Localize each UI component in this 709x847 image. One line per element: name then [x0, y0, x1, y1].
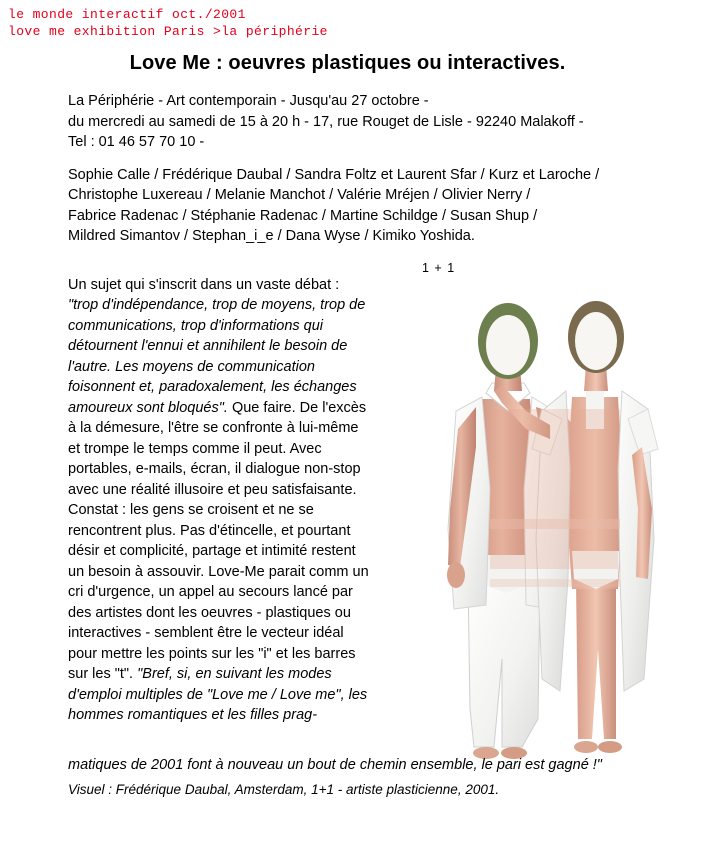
artist-list-line-1: Sophie Calle / Frédérique Daubal / Sandra Foltz et Laurent Sfar / Kurz et Laroche / [68, 166, 600, 183]
article-intro: Un sujet qui s'inscrit dans un vaste débat : [68, 276, 340, 293]
artwork-image [390, 279, 680, 789]
article-text-full-width [68, 755, 668, 776]
venue-info-line-2: du mercredi au samedi de 15 à 20 h - 17, rue Rouget de Lisle - 92240 Malakoff - [68, 113, 584, 130]
article-paragraph-1: Que faire. De l'excès à la démesure, l'être se confronte à lui-même et trompe le temps comme il peut. Avec portables, e-mails, écran, il dialogue non-stop avec une réalité illusoire et peu satisfaisante. Constat : les gens se croisent et ne se rencontrent plus. Pas d'étincelle, et pourtant désir et complicité, partage et intimité restent un besoin à assouvir. Love-Me parait comm un cri d'urgence, un appel au secours lancé par des artistes dont les oeuvres - plastiques ou interactives - semblent être le vecteur idéal pour mettre les points sur les "i" et les barres sur les "t". [68, 399, 369, 682]
venue-info-line-3: Tel : 01 46 57 70 10 - [68, 134, 205, 150]
artist-list-line-3: Fabrice Radenac / Stéphanie Radenac / Martine Schildge / Susan Shup / [68, 207, 538, 224]
venue-info-line-1: La Périphérie - Art contemporain - Jusqu'au 27 octobre - [68, 93, 429, 109]
article-text-column [68, 275, 373, 726]
artist-list-line-4: Mildred Simantov / Stephan_i_e / Dana Wyse / Kimiko Yoshida. [68, 228, 475, 244]
page-title: Love Me : oeuvres plastiques ou interactives. [129, 52, 566, 74]
source-header [0, 0, 709, 40]
article-quote-1: "trop d'indépendance, trop de moyens, trop de communications, trop d'informations qui détournent l'ennui et annihilent le besoin de l'autre. Les moyens de communication foisonnent et, paradoxalement, les échanges amoureux sont bloqués". [68, 297, 366, 416]
artwork-credit: Visuel : Frédérique Daubal, Amsterdam, 1+1 - artiste plasticienne, 2001. [68, 782, 500, 797]
artist-list-line-2: Christophe Luxereau / Melanie Manchot / Valérie Mréjen / Olivier Nerry / [68, 187, 531, 203]
artwork-label: 1 + 1 [422, 260, 456, 275]
venue-info [68, 91, 688, 153]
article-quote-2-part-2: matiques de 2001 font à nouveau un bout de chemin ensemble, le pari est gagné !" [68, 756, 602, 773]
source-header-line-1: le monde interactif oct./2001 [8, 7, 246, 22]
artwork-figure [390, 261, 690, 789]
article-body [0, 261, 709, 821]
source-header-line-2: love me exhibition Paris >la périphérie [8, 24, 328, 39]
article-quote-2-part-1: "Bref, si, en suivant les modes d'emploi multiples de "Love me / Love me", les hommes romantiques et les filles prag- [68, 666, 368, 723]
artist-list [68, 165, 688, 247]
